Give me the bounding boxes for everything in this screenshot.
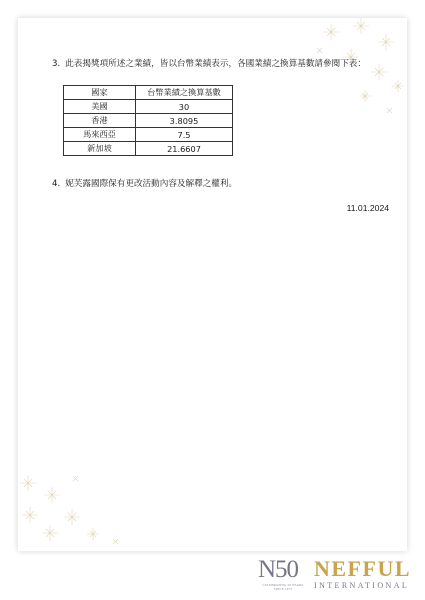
rate-cell: 3.8095 [136, 114, 233, 128]
clause-4 [52, 177, 237, 189]
country-cell: 美國 [64, 100, 136, 114]
rate-cell: 21.6607 [136, 142, 233, 156]
table-row [64, 114, 233, 128]
decorative-pattern-top [287, 18, 407, 128]
rate-cell: 30 [136, 100, 233, 114]
clause-3-number: 3. [52, 59, 61, 69]
logo-brand-subname: INTERNATIONAL [314, 581, 410, 590]
country-cell: 香港 [64, 114, 136, 128]
column-header-rate: 台幣業績之換算基數 [136, 86, 233, 100]
rate-cell: 7.5 [136, 128, 233, 142]
clause-4-text: 妮芙露國際保有更改活動內容及解釋之權利。 [65, 179, 238, 189]
table-row [64, 100, 233, 114]
table-row [64, 128, 233, 142]
country-cell: 新加坡 [64, 142, 136, 156]
decorative-pattern-bottom [18, 471, 138, 551]
column-header-country: 國家 [64, 86, 136, 100]
logo-tagline-line2: SINCE 1975 [273, 587, 293, 591]
clause-4-number: 4. [52, 179, 61, 189]
clause-3-text: 此表揭獎項所述之業績，皆以台幣業績表示，各國業績之換算基數請參閱下表： [65, 59, 366, 69]
logo-tagline [258, 583, 308, 591]
country-cell: 馬來西亞 [64, 128, 136, 142]
table-header-row [64, 86, 233, 100]
clause-3 [52, 57, 366, 69]
logo-brand-name: NEFFUL [314, 556, 411, 581]
document-date: 11.01.2024 [346, 203, 389, 213]
logo-n50-mark: N50 [258, 556, 299, 583]
nefful-logo [258, 556, 411, 593]
table-row [64, 142, 233, 156]
logo-tagline-line1: CELEBRATING 50 YEARS [262, 583, 304, 587]
conversion-rate-table [63, 85, 233, 156]
